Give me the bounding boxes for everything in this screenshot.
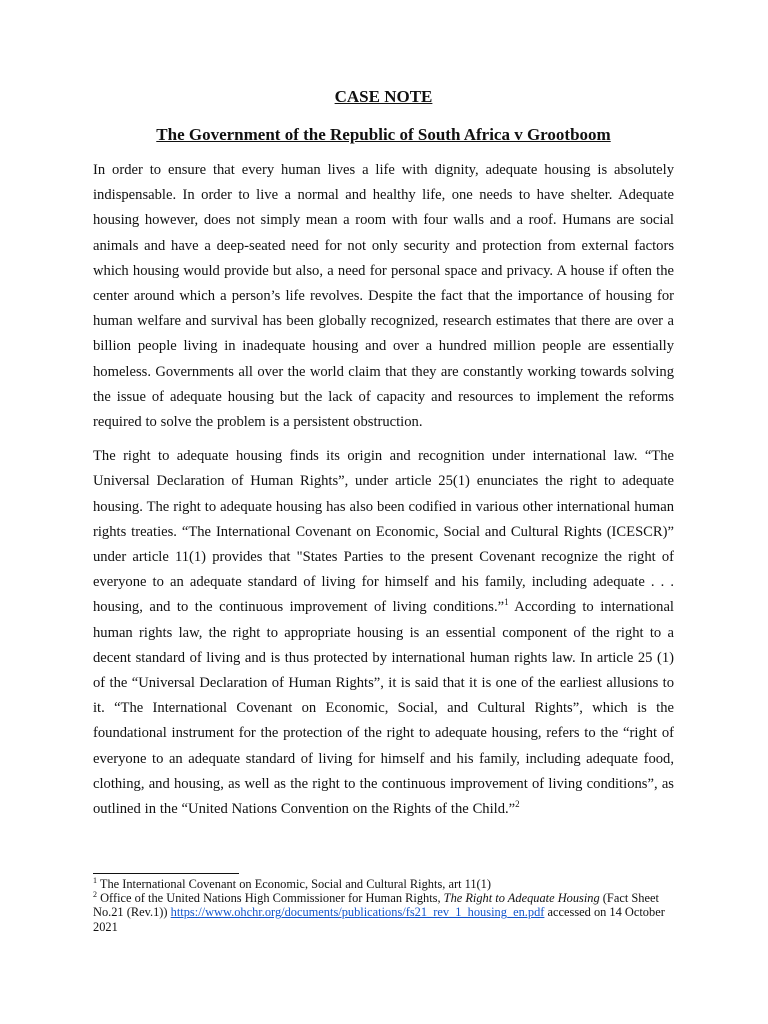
footnote-marker-2: 2 — [93, 890, 97, 900]
footnote-2-link[interactable]: https://www.ohchr.org/documents/publications/fs21_rev_1_housing_en.pdf — [170, 905, 545, 920]
document-body — [93, 86, 674, 822]
footnote-1-text: The International Covenant on Economic, Social and Cultural Rights, art 11(1) — [97, 877, 492, 891]
footnote-2-title: The Right to Adequate Housing — [443, 891, 600, 906]
case-title: The Government of the Republic of South Africa v Grootboom — [156, 125, 611, 144]
paragraph-1: In order to ensure that every human lives a life with dignity, adequate housing is absolutely indispensable. In order to live a normal and healthy life, one needs to have shelter. Adequate housing however, does not simply mean a room with four walls and a roof. Humans are social animals and have a deep-seated need for not only security and protection from external factors which housing would provide but also, a need for personal space and privacy. A house if often the center around which a person’s life revolves. Despite the fact that the importance of housing for human welfare and survival has been globally recognized, research estimates that there are over a billion people living in inadequate housing and over a hundred million people are essentially homeless. Governments all over the world claim that they are constantly working towards solving the issue of adequate housing but the lack of capacity and resources to implement the reforms required to solve the problem is a persistent obstruction. — [93, 162, 674, 431]
footnote-2-text-mid: (Fact Sheet No.21 (Rev.1)) — [93, 891, 659, 920]
paragraph-2-part-a: The right to adequate housing finds its origin and recognition under international law. “The Universal Declaration of Human Rights”, under article 25(1) enunciates the right to adequate housing. The right to adequate housing has also been codified in various other international human rights treaties. “The International Covenant on Economic, Social and Cultural Rights (ICESCR)” under article 11(1) provides that "States Parties to the present Covenant recognize the right of everyone to an adequate standard of living for himself and his family, including adequate . . . housing, and to the continuous improvement of living conditions.” — [93, 448, 674, 616]
footnotes — [93, 877, 674, 934]
footnote-marker-1: 1 — [93, 875, 97, 885]
footnote-separator — [93, 873, 239, 874]
paragraph-2 — [93, 444, 674, 822]
footnote-ref-2[interactable]: 2 — [515, 799, 520, 810]
footnote-2-text-before: Office of the United Nations High Commissioner for Human Rights, — [97, 891, 444, 906]
footnote-2-text-after: accessed on 14 October 2021 — [93, 905, 665, 934]
footnote-1 — [93, 877, 674, 891]
footnote-2 — [93, 891, 674, 934]
footnote-ref-1[interactable]: 1 — [504, 597, 509, 608]
paragraph-2-part-b: According to international human rights law, the right to appropriate housing is an essential component of the right to a decent standard of living and is thus protected by international human rights law. In article 25 (1) of the “Universal Declaration of Human Rights”, it is said that it is one of the earliest allusions to it. “The International Covenant on Economic, Social, and Cultural Rights”, which is the foundational instrument for the protection of the right to adequate housing, refers to the “right of everyone to an adequate standard of living for himself and his family, including adequate food, clothing, and housing, as well as the right to the continuous improvement of living conditions”, as outlined in the “United Nations Convention on the Rights of the Child.” — [93, 599, 674, 818]
page-heading: CASE NOTE — [334, 87, 433, 106]
